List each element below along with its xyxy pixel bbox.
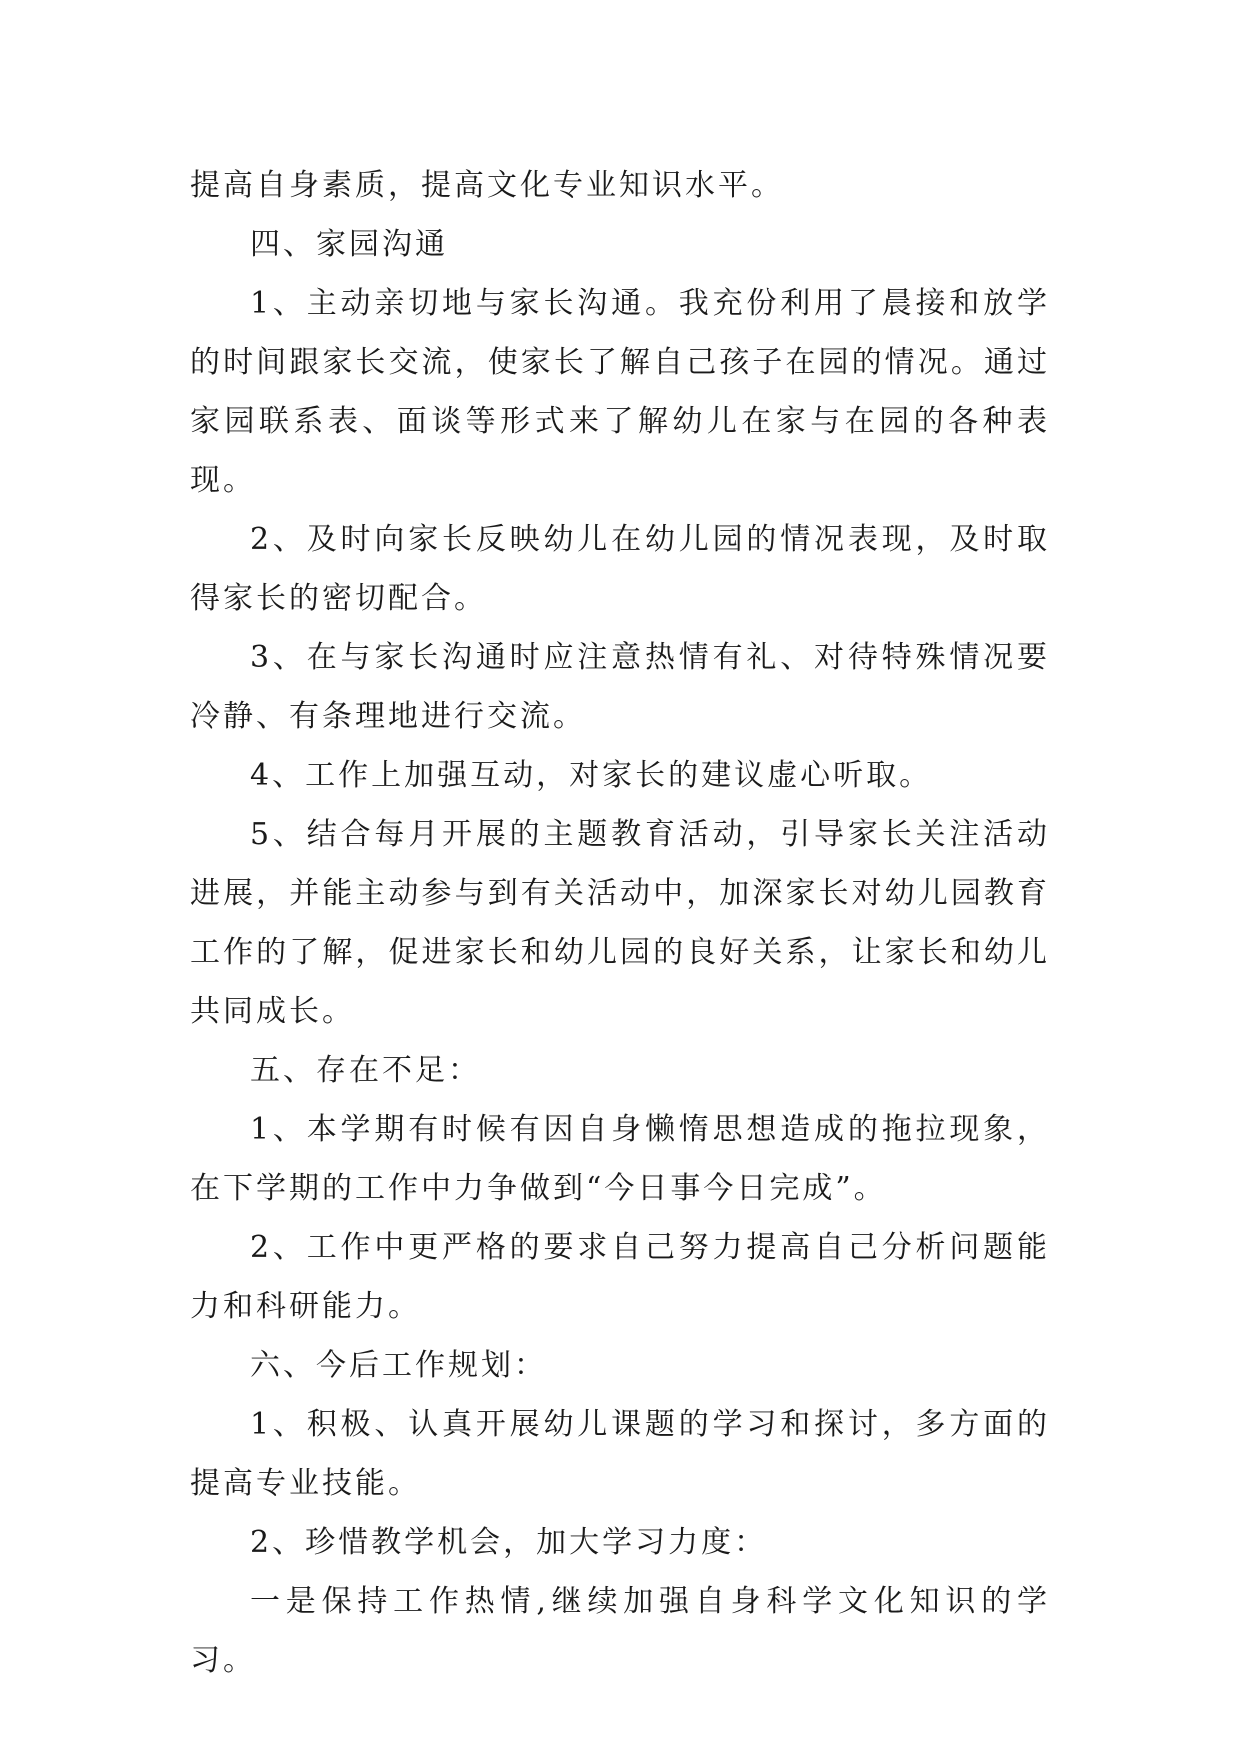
- section-heading-home-school-communication: 四、家园沟通: [250, 227, 448, 262]
- paragraph-shortcoming-1: 1、本学期有时候有因自身懒惰思想造成的拖拉现象，在下学期的工作中力争做到“今日事今日完成”。: [190, 1112, 1050, 1206]
- paragraph-item-5: 5、结合每月开展的主题教育活动，引导家长关注活动进展，并能主动参与到有关活动中，加深家长对幼儿园教育工作的了解，促进家长和幼儿园的良好关系，让家长和幼儿共同成长。: [190, 817, 1050, 1029]
- section-heading-future-plan: 六、今后工作规划：: [250, 1348, 547, 1383]
- paragraph-plan-2: 2、珍惜教学机会，加大学习力度：: [250, 1525, 768, 1560]
- paragraph-item-4: 4、工作上加强互动，对家长的建议虚心听取。: [250, 758, 933, 793]
- section-heading-shortcomings: 五、存在不足：: [250, 1053, 481, 1088]
- paragraph-plan-1: 1、积极、认真开展幼儿课题的学习和探讨，多方面的提高专业技能。: [190, 1407, 1050, 1501]
- paragraph-shortcoming-2: 2、工作中更严格的要求自己努力提高自己分析问题能力和科研能力。: [190, 1230, 1050, 1324]
- paragraph-continuation: 提高自身素质，提高文化专业知识水平。: [190, 168, 784, 203]
- paragraph-item-1: 1、主动亲切地与家长沟通。我充份利用了晨接和放学的时间跟家长交流，使家长了解自己孩子在园的情况。通过家园联系表、面谈等形式来了解幼儿在家与在园的各种表现。: [190, 286, 1050, 498]
- paragraph-plan-2-detail: 一是保持工作热情,继续加强自身科学文化知识的学习。: [190, 1584, 1050, 1678]
- paragraph-item-2: 2、及时向家长反映幼儿在幼儿园的情况表现，及时取得家长的密切配合。: [190, 522, 1050, 616]
- document-body: [190, 156, 1050, 1690]
- paragraph-item-3: 3、在与家长沟通时应注意热情有礼、对待特殊情况要冷静、有条理地进行交流。: [190, 640, 1050, 734]
